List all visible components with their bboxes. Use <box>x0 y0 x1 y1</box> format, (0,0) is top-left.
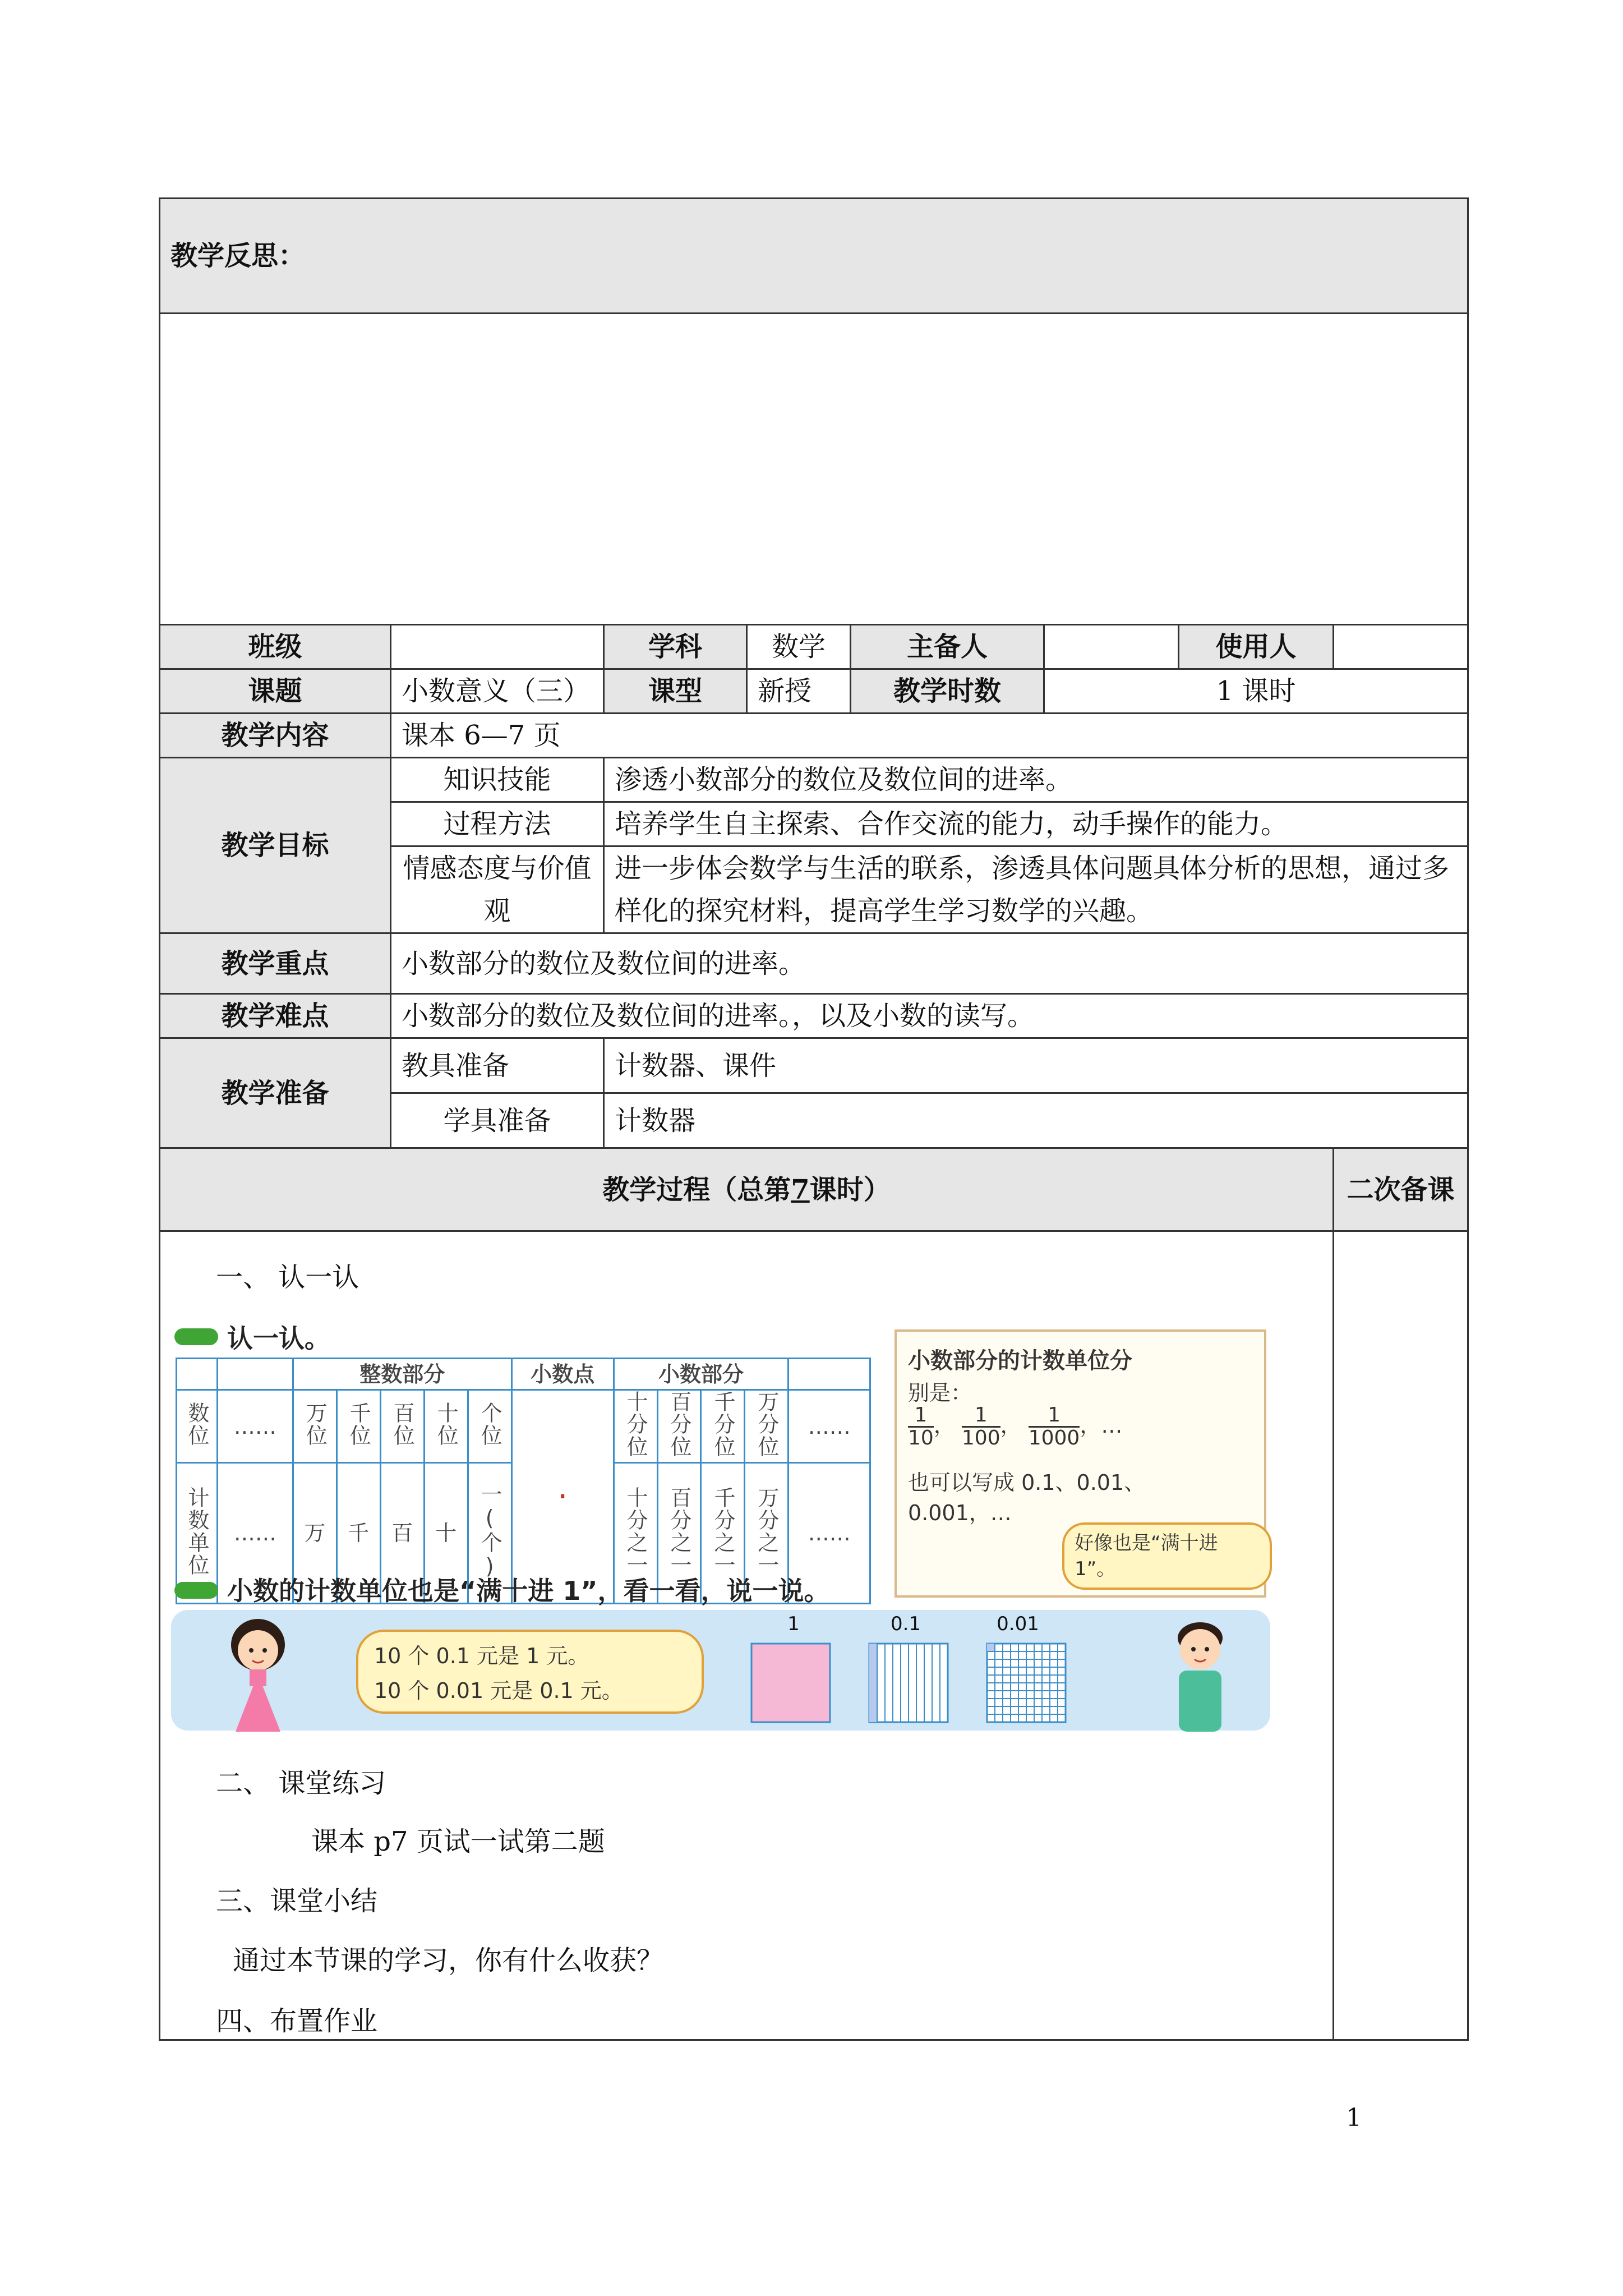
unit-ge: 一(个) <box>477 1483 502 1580</box>
process-header-prefix: 教学过程（总第 <box>602 1174 791 1205</box>
note-line-4: 0.001，… <box>908 1501 1012 1525</box>
note-line-1: 小数部分的计数单位分 <box>908 1348 1132 1374</box>
row-place-label: 数位 <box>184 1402 209 1447</box>
model-label-1: 1 <box>787 1613 800 1635</box>
section-2-detail: 课本 p7 页试一试第二题 <box>311 1826 605 1857</box>
process-header-suffix: 课时） <box>809 1174 891 1205</box>
place-hundredths: 百分位 <box>666 1391 691 1458</box>
note-line-2: 别是： <box>908 1381 972 1405</box>
decimal-point-header: 小数点 <box>511 1359 614 1390</box>
process-header <box>160 1148 1334 1231</box>
lesson-number: 7 <box>791 1174 810 1205</box>
boy-illustration-icon <box>1144 1611 1256 1732</box>
prep-student-label: 学具准备 <box>391 1093 604 1148</box>
place-bai: 百位 <box>390 1402 415 1447</box>
decimal-point-dot: · <box>511 1390 614 1604</box>
hours-label: 教学时数 <box>851 669 1044 714</box>
user-label: 使用人 <box>1179 625 1334 669</box>
second-prep-area <box>1334 1231 1468 2040</box>
row-unit-label: 计数单位 <box>184 1486 209 1576</box>
girl-illustration-icon <box>202 1611 314 1732</box>
speech-line-1: 10 个 0.1 元是 1 元。 <box>374 1644 589 1668</box>
type-label: 课型 <box>604 669 747 714</box>
reflection-label: 教学反思： <box>160 199 1468 314</box>
section-1-title: 一、 认一认 <box>216 1262 359 1293</box>
prep-teacher-value: 计数器、课件 <box>604 1038 1468 1093</box>
user-value <box>1334 625 1468 669</box>
note-card <box>895 1329 1266 1598</box>
class-label: 班级 <box>160 625 391 669</box>
green-tag-icon-2 <box>174 1582 218 1599</box>
topic-value: 小数意义（三） <box>391 669 604 714</box>
hours-value: 1 课时 <box>1044 669 1468 714</box>
place-qian: 千位 <box>346 1402 371 1447</box>
goal-knowledge-label: 知识技能 <box>391 758 604 802</box>
integer-part-header: 整数部分 <box>293 1359 511 1390</box>
dots-right-2: …… <box>789 1463 870 1604</box>
goal-emotion-label: 情感态度与价值观 <box>391 846 604 933</box>
section-2-title: 二、 课堂练习 <box>216 1768 386 1799</box>
goals-label: 教学目标 <box>160 758 391 933</box>
decimal-part-header: 小数部分 <box>614 1359 789 1390</box>
note-speech-bubble: 好像也是“满十进 1”。 <box>1062 1522 1272 1590</box>
prep-student-value: 计数器 <box>604 1093 1468 1148</box>
model-label-3: 0.01 <box>997 1613 1039 1635</box>
subject-value: 数学 <box>747 625 851 669</box>
dots-left-2: …… <box>217 1463 293 1604</box>
illustration-strip <box>171 1610 1270 1731</box>
goal-process-label: 过程方法 <box>391 802 604 846</box>
page-number: 1 <box>1346 2104 1362 2132</box>
section-4-title: 四、布置作业 <box>216 2005 378 2037</box>
textbook-title-1: 认一认。 <box>227 1323 330 1354</box>
goal-emotion-value: 进一步体会数学与生活的联系，渗透具体问题具体分析的思想，通过多样化的探究材料，提高学生学习数学的兴趣。 <box>604 846 1468 933</box>
preparer-label: 主备人 <box>851 625 1044 669</box>
model-whole <box>751 1644 830 1722</box>
place-ten-thousandths: 万分位 <box>754 1391 779 1458</box>
fraction-thousandth: $\frac{1}{1000}$ <box>1028 1404 1080 1450</box>
prep-label: 教学准备 <box>160 1038 391 1148</box>
place-tenths: 十分位 <box>623 1391 648 1458</box>
girl-speech-bubble <box>356 1630 704 1714</box>
note-line-3: 也可以写成 0.1、0.01、 <box>908 1470 1146 1495</box>
speech-line-2: 10 个 0.01 元是 0.1 元。 <box>374 1678 623 1703</box>
subject-label: 学科 <box>604 625 747 669</box>
unit-bai: 百 <box>380 1463 424 1604</box>
unit-hundredth: 百分之一 <box>666 1486 691 1576</box>
dots-left-1: …… <box>217 1390 293 1463</box>
preparer-value <box>1044 625 1179 669</box>
model-tenths <box>869 1644 948 1722</box>
type-value: 新授 <box>747 669 851 714</box>
class-value <box>391 625 604 669</box>
second-prep-label: 二次备课 <box>1334 1148 1468 1231</box>
prep-teacher-label: 教具准备 <box>391 1038 604 1093</box>
textbook-figure <box>171 1318 1270 1733</box>
note-fractions: $\frac{1}{10}$ ， $\frac{1}{100}$ ， $\frac{1}{1000}$ ，… <box>908 1404 1123 1450</box>
section-3-detail: 通过本节课的学习，你有什么收获？ <box>233 1945 664 1976</box>
textbook-title-2: 小数的计数单位也是“满十进 1”，看一看，说一说。 <box>227 1576 830 1606</box>
note-ellipsis: ，… <box>1080 1413 1123 1438</box>
model-label-2: 0.1 <box>890 1613 921 1635</box>
place-shi: 十位 <box>434 1402 459 1447</box>
content-label: 教学内容 <box>160 714 391 758</box>
section-3-title: 三、课堂小结 <box>216 1885 378 1917</box>
goal-process-value: 培养学生自主探索、合作交流的能力，动手操作的能力。 <box>604 802 1468 846</box>
key-label: 教学重点 <box>160 933 391 994</box>
difficult-label: 教学难点 <box>160 994 391 1038</box>
unit-wan: 万 <box>293 1463 336 1604</box>
fraction-hundredth: $\frac{1}{100}$ <box>961 1404 1000 1450</box>
content-value: 课本 6—7 页 <box>391 714 1468 758</box>
place-value-chart <box>176 1358 871 1604</box>
model-hundredths <box>987 1644 1066 1722</box>
unit-shi: 十 <box>424 1463 468 1604</box>
decimal-models <box>749 1641 1096 1725</box>
key-value: 小数部分的数位及数位间的进率。 <box>391 933 1468 994</box>
unit-thousandth: 千分之一 <box>710 1486 735 1576</box>
unit-qian: 千 <box>336 1463 380 1604</box>
place-wan: 万位 <box>302 1402 328 1447</box>
difficult-value: 小数部分的数位及数位间的进率。，以及小数的读写。 <box>391 994 1468 1038</box>
green-tag-icon <box>174 1328 218 1345</box>
dots-right-1: …… <box>789 1390 870 1463</box>
unit-tenth: 十分之一 <box>623 1486 648 1576</box>
place-thousandths: 千分位 <box>710 1391 735 1458</box>
place-ge: 个位 <box>477 1402 502 1447</box>
topic-label: 课题 <box>160 669 391 714</box>
fraction-tenth: $\frac{1}{10}$ <box>908 1404 934 1450</box>
goal-knowledge-value: 渗透小数部分的数位及数位间的进率。 <box>604 758 1468 802</box>
reflection-area <box>160 314 1468 625</box>
unit-ten-thousandth: 万分之一 <box>754 1486 779 1576</box>
